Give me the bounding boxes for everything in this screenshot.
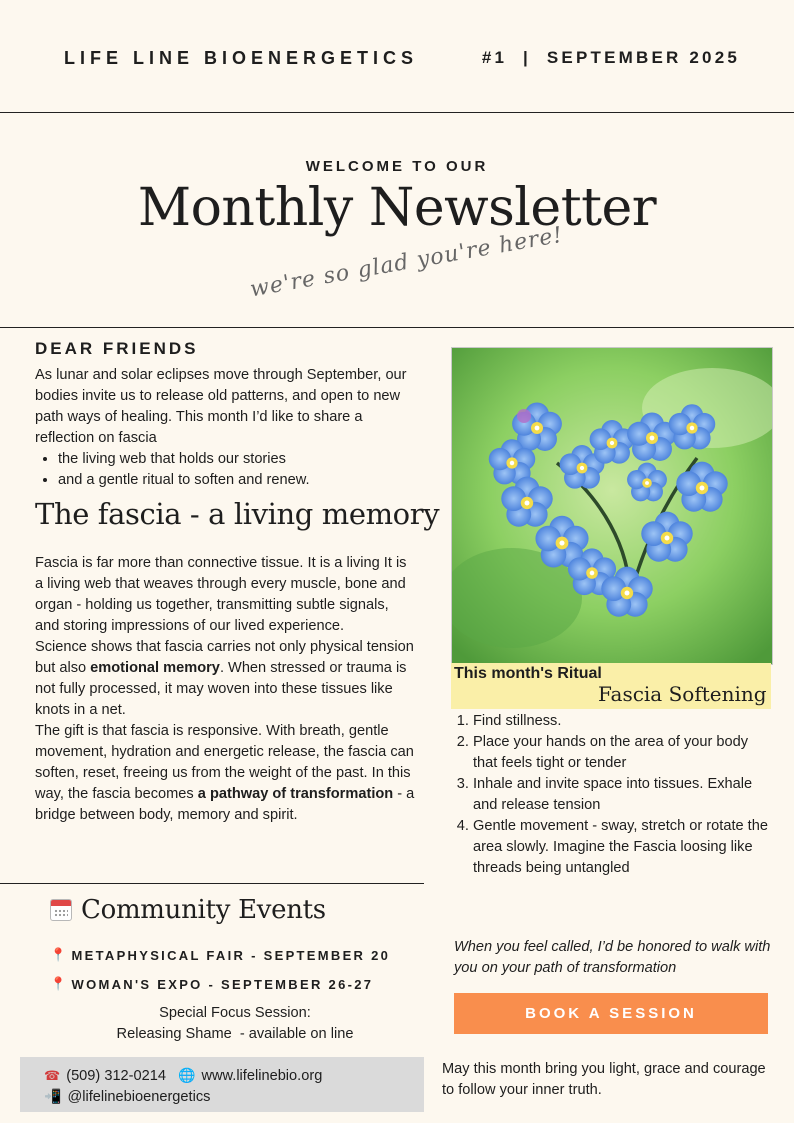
events-header	[50, 895, 326, 925]
mobile-phone-icon: 📲	[44, 1088, 62, 1104]
pin-icon: 📍	[50, 976, 69, 991]
list-item: 2. Place your hands on the area of your body that feels tight or tender	[473, 732, 773, 774]
events-divider	[0, 883, 424, 884]
intro-bullets	[38, 449, 310, 491]
focus-session-detail: Releasing Shame - available on line	[116, 1026, 354, 1042]
tagline: we're so glad you're here!	[248, 222, 566, 303]
article-paragraph: Fascia is far more than connective tissue. It is a living It is a living web that weaves through every muscle, bone and organ - holding us together, transmitting subtle signals, and storing impressions of our lived experience.	[35, 555, 407, 634]
list-item: • and a gentle ritual to soften and renew.	[58, 470, 310, 491]
emphasis: a pathway of transformation	[197, 786, 394, 802]
article-paragraph: Science shows that fascia carries not only physical tension but also emotional memory. When stressed or trauma is not fully processed, it may woven into these tissues like knots in a net.	[35, 639, 414, 718]
social-handle[interactable]: @lifelinebioenergetics	[67, 1088, 211, 1105]
article-paragraph: The gift is that fascia is responsive. With breath, gentle movement, hydration and energetic release, the fascia can soften, reset, freeing us from the weight of the past. In this way, the fascia becomes a pathway of transformation - a bridge between body, memory and spirit.	[35, 723, 415, 823]
phone-icon: ☎	[44, 1067, 61, 1083]
focus-session-title: Special Focus Session:	[159, 1005, 311, 1021]
greeting: DEAR FRIENDS	[35, 339, 199, 358]
header-divider	[0, 112, 794, 113]
list-item: 3. Inhale and invite space into tissues. Exhale and release tension	[473, 774, 773, 816]
list-item: 4. Gentle movement - sway, stretch or rotate the area slowly. Imagine the Fascia loosing like threads being untangled	[473, 816, 773, 879]
hero-divider	[0, 327, 794, 328]
article-body	[35, 553, 415, 826]
book-session-button[interactable]: BOOK A SESSION	[454, 993, 768, 1034]
closing-text: May this month bring you light, grace and courage to follow your inner truth.	[442, 1061, 766, 1098]
brand-name: LIFE LINE BIOENERGETICS	[64, 48, 419, 68]
welcome-label: WELCOME TO OUR	[305, 158, 489, 175]
globe-icon: 🌐	[178, 1067, 196, 1083]
contact-line	[44, 1067, 322, 1084]
ritual-title: Fascia Softening	[598, 682, 767, 706]
intro-text: As lunar and solar eclipses move through September, our bodies invite us to release old patterns, and open to new path ways of healing. This month I’d like to share a reflection on fascia	[35, 367, 407, 446]
pin-icon: 📍	[50, 947, 69, 962]
calendar-icon	[50, 899, 72, 921]
forget-me-not-heart-image	[451, 347, 773, 665]
ritual-steps	[455, 711, 773, 879]
focus-session	[50, 1003, 420, 1045]
events-heading: Community Events	[81, 895, 326, 925]
emphasis: emotional memory	[90, 660, 220, 676]
invitation-text: When you feel called, I’d be honored to walk with you on your path of transformation	[454, 939, 771, 976]
event-item: 📍 METAPHYSICAL FAIR - SEPTEMBER 20	[50, 947, 391, 963]
contact-line	[44, 1088, 210, 1105]
ritual-heading: This month's Ritual	[454, 665, 602, 682]
phone-number[interactable]: (509) 312-0214	[66, 1067, 167, 1084]
newsletter-title: Monthly Newsletter	[137, 178, 657, 238]
issue-date: #1 | SEPTEMBER 2025	[481, 48, 740, 67]
event-item: 📍 WOMAN'S EXPO - SEPTEMBER 26-27	[50, 976, 374, 992]
article-heading: The fascia - a living memory	[35, 497, 440, 531]
list-item: • the living web that holds our stories	[58, 449, 310, 470]
list-item: 1. Find stillness.	[473, 711, 773, 732]
website-link[interactable]: www.lifelinebio.org	[201, 1067, 323, 1084]
